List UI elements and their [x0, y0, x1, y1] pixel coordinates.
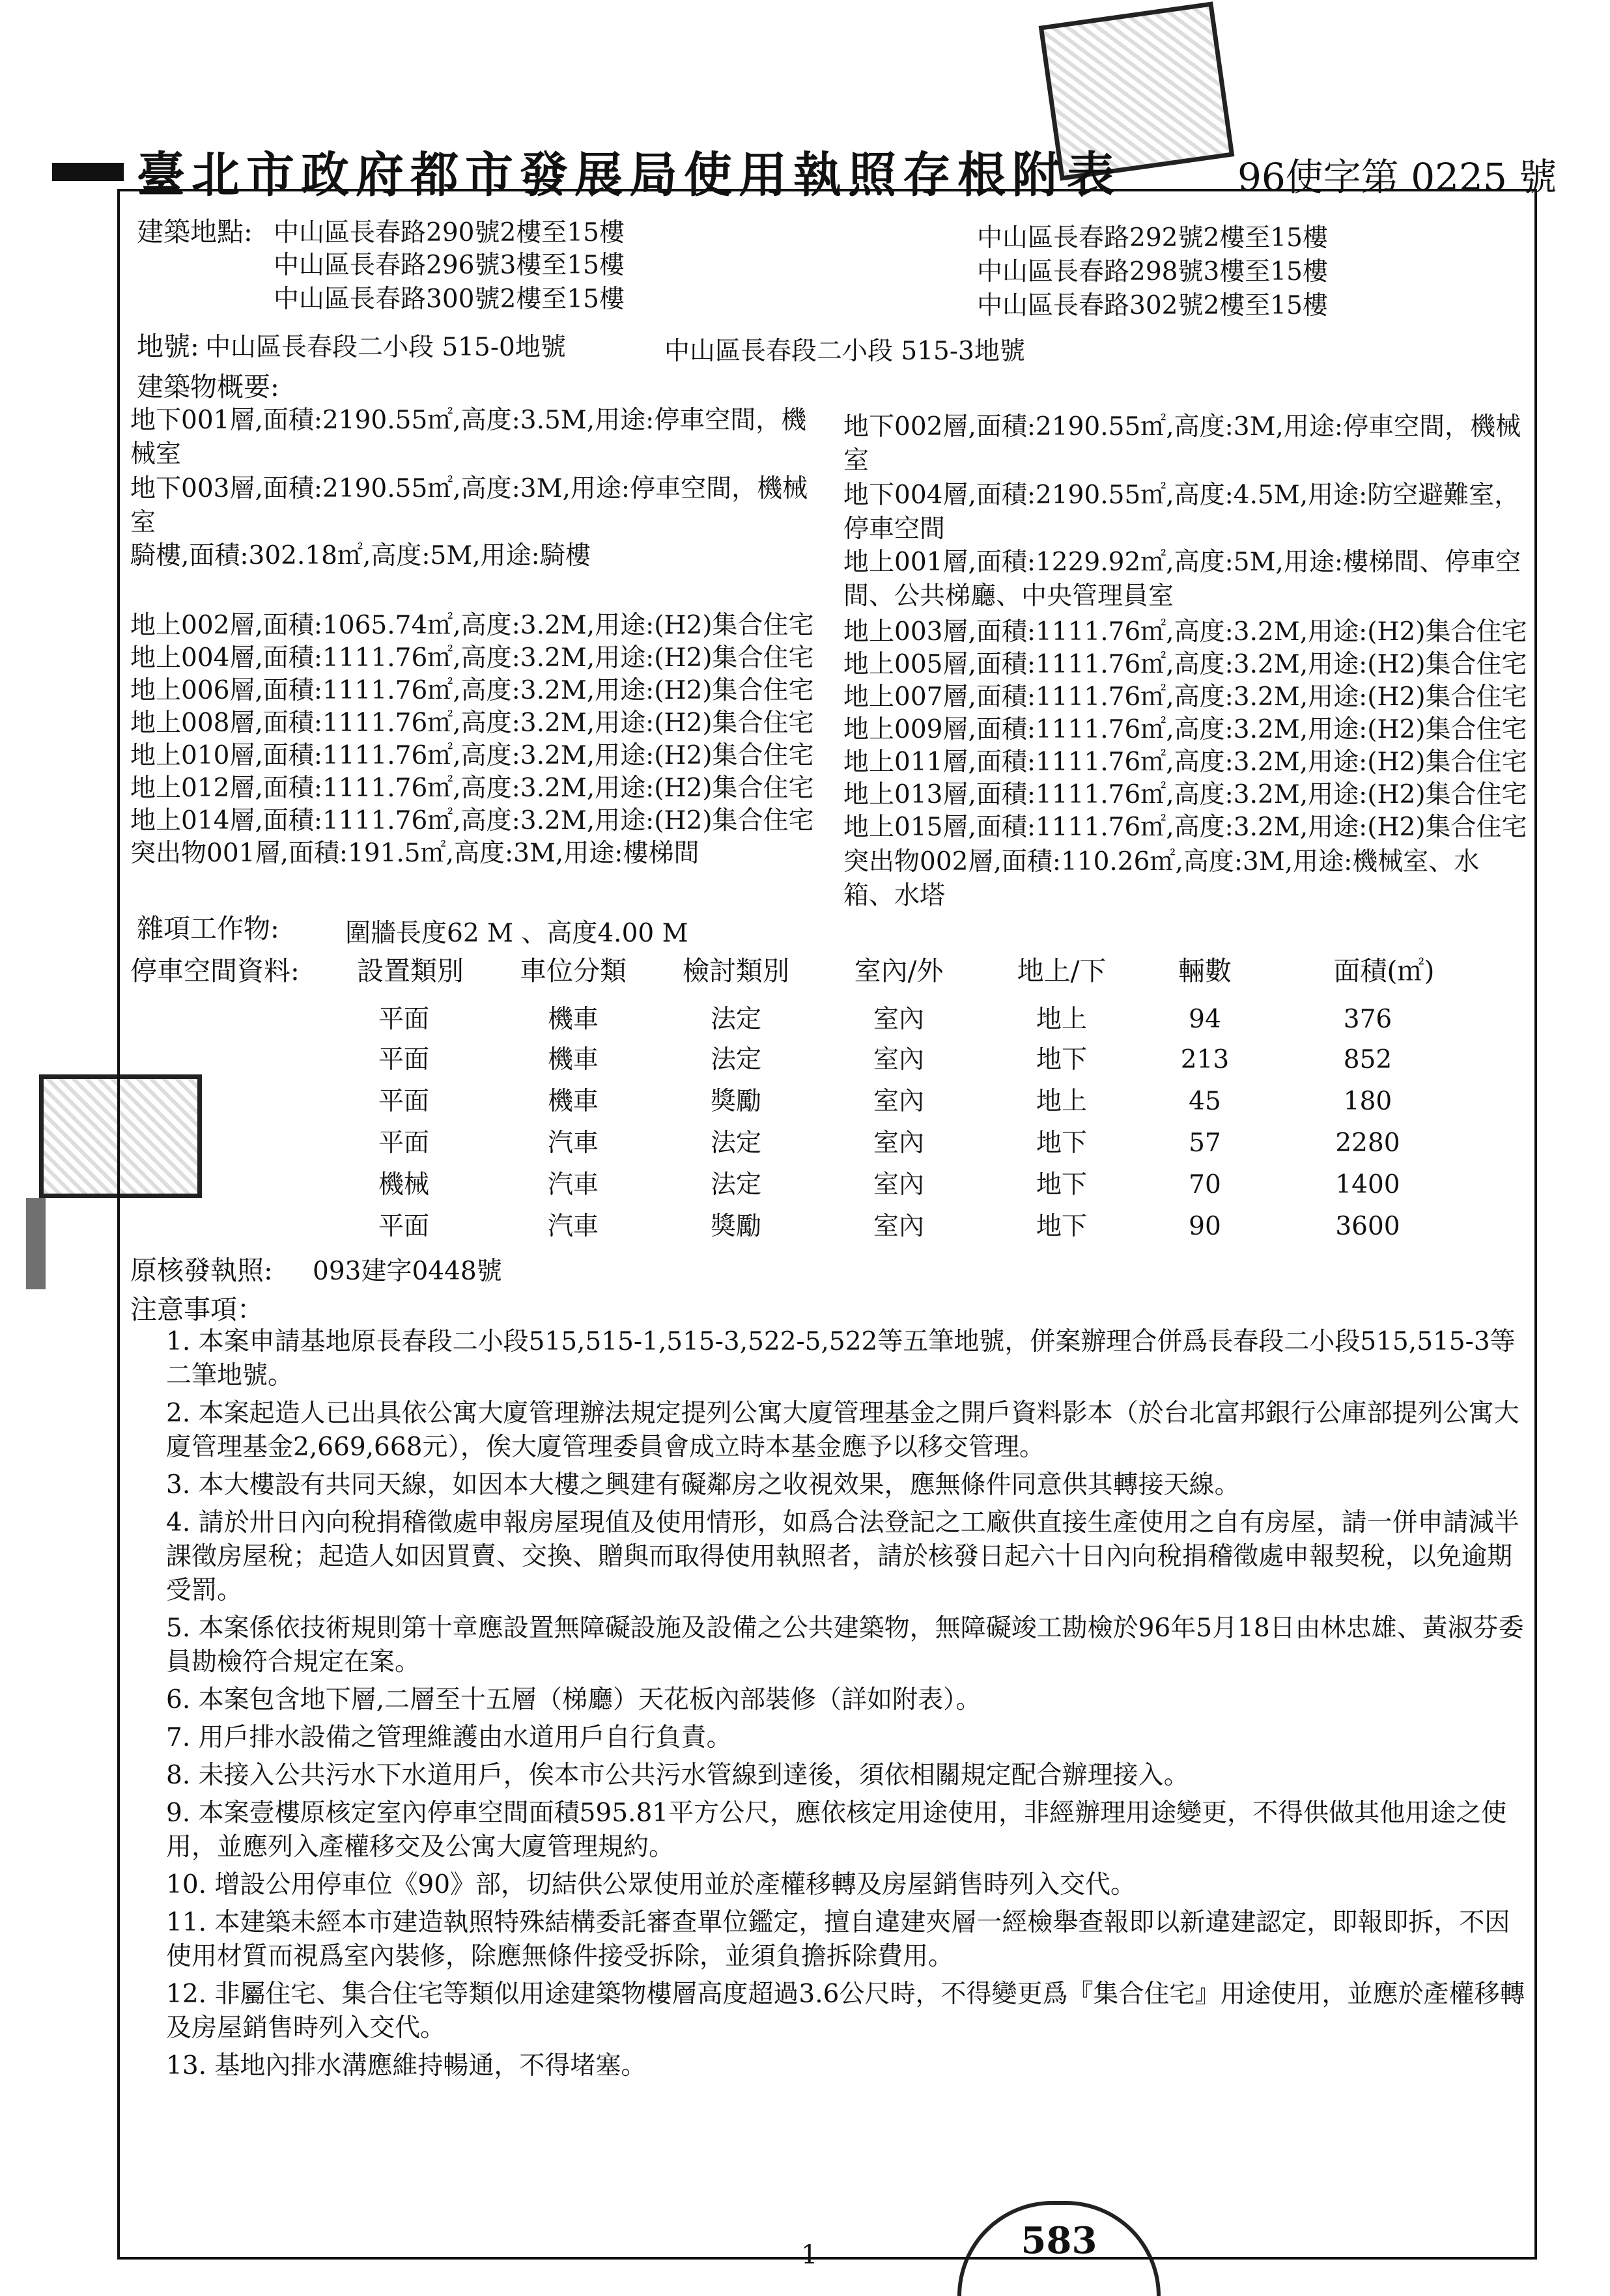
parking-cell: 機車 [547, 1005, 599, 1034]
document-title: 臺北市政府都市發展局使用執照存根附表 [137, 147, 1122, 203]
location-line: 中山區長春路296號3樓至15樓 [274, 251, 625, 280]
notes-label: 注意事項： [130, 1294, 264, 1325]
floor-entry-left: 地上004層,面積:1111.76㎡,高度:3.2M,用途:(H2)集合住宅 [130, 643, 814, 673]
parking-table-row [0, 1210, 1610, 1250]
parking-cell: 平面 [378, 1005, 429, 1034]
parking-cell: 45 [1189, 1087, 1221, 1116]
location-line: 中山區長春路290號2樓至15樓 [274, 218, 625, 247]
parking-cell: 室內 [873, 1045, 924, 1074]
parking-cell: 室內 [873, 1170, 924, 1199]
floor-entry-right: 地下004層,面積:2190.55㎡,高度:4.5M,用途:防空避難室，停車空間 [843, 481, 1520, 544]
original-permit-label: 原核發執照: [130, 1255, 273, 1286]
parking-header-cell: 檢討類別 [683, 955, 789, 987]
parking-cell: 平面 [378, 1212, 429, 1241]
note-item: 3. 本大樓設有共同天線，如因本大樓之興建有礙鄰房之收視效果，應無條件同意供其轉接天線。 [166, 1470, 1240, 1500]
note-item: 10. 增設公用停車位《90》部，切結供公眾使用並於產權移轉及房屋銷售時列入交代。 [166, 1870, 1137, 1899]
parking-cell: 180 [1343, 1087, 1392, 1116]
note-item: 13. 基地內排水溝應維持暢通，不得堵塞。 [166, 2051, 647, 2080]
note-item: 6. 本案包含地下層,二層至十五層（梯廳）天花板內部裝修（詳如附表）。 [166, 1685, 982, 1715]
parking-header-cell: 面積(㎡) [1333, 955, 1435, 987]
floor-entry-left: 地上002層,面積:1065.74㎡,高度:3.2M,用途:(H2)集合住宅 [130, 611, 814, 640]
floor-entry-left: 地下003層,面積:2190.55㎡,高度:3M,用途:停車空間，機械室 [130, 474, 808, 537]
parking-cell: 地下 [1036, 1045, 1087, 1074]
parking-header-cell: 輛數 [1178, 955, 1232, 987]
floor-entry-left: 地上010層,面積:1111.76㎡,高度:3.2M,用途:(H2)集合住宅 [130, 741, 814, 770]
note-item: 11. 本建築未經本市建造執照特殊結構委託審查單位鑑定，擅自違建夾層一經檢舉查報即以新違建認定，即報即拆，不因使用材質而視爲室內裝修，除應無條件接受拆除，並須負擔拆除費用。 [166, 1908, 1510, 1971]
note-item: 7. 用戶排水設備之管理維護由水道用戶自行負責。 [166, 1723, 732, 1752]
parking-cell: 地上 [1036, 1005, 1087, 1034]
floor-entry-right: 地上001層,面積:1229.92㎡,高度:5M,用途:樓梯間、停車空間、公共梯廳、中央管理員室 [843, 548, 1521, 611]
parking-cell: 地下 [1036, 1170, 1087, 1199]
floor-entry-left: 騎樓,面積:302.18㎡,高度:5M,用途:騎樓 [130, 541, 591, 570]
parking-cell: 室內 [873, 1212, 924, 1241]
parking-cell: 376 [1343, 1005, 1392, 1034]
scan-mark-top-left [52, 163, 124, 181]
parking-table-row [0, 1127, 1610, 1167]
parking-cell: 地上 [1036, 1087, 1087, 1116]
parking-header-cell: 設置類別 [357, 955, 464, 987]
lot-label: 地號: [137, 331, 199, 362]
parking-cell: 機車 [547, 1045, 599, 1074]
parking-cell: 852 [1343, 1045, 1392, 1074]
floor-entry-left: 地上006層,面積:1111.76㎡,高度:3.2M,用途:(H2)集合住宅 [130, 676, 814, 705]
note-item: 9. 本案壹樓原核定室內停車空間面積595.81平方公尺，應依核定用途使用，非經辦理用途變更，不得供做其他用途之使用，並應列入產權移交及公寓大廈管理規約。 [166, 1799, 1507, 1862]
floor-entry-right: 地下002層,面積:2190.55㎡,高度:3M,用途:停車空間，機械室 [843, 412, 1521, 475]
floor-entry-left: 地上014層,面積:1111.76㎡,高度:3.2M,用途:(H2)集合住宅 [130, 806, 814, 835]
misc-label: 雜項工作物: [137, 913, 279, 944]
parking-cell: 213 [1180, 1045, 1230, 1074]
parking-cell: 室內 [873, 1128, 924, 1158]
parking-table-row [0, 1168, 1610, 1209]
parking-cell: 70 [1189, 1170, 1221, 1199]
note-item: 4. 請於卅日內向稅捐稽徵處申報房屋現值及使用情形，如爲合法登記之工廠供直接生產使用之自有房屋，請一併申請減半課徵房屋稅；起造人如因買賣、交換、贈與而取得使用執照者，請於核發日起六十日內向稅捐稽徵處申報契稅，以免逾期受罰。 [166, 1508, 1519, 1605]
parking-cell: 1400 [1335, 1170, 1400, 1199]
parking-cell: 57 [1189, 1128, 1221, 1158]
floor-entry-right: 地上009層,面積:1111.76㎡,高度:3.2M,用途:(H2)集合住宅 [843, 715, 1527, 744]
seal-round-bottom: 583 [957, 2201, 1161, 2296]
parking-cell: 地下 [1036, 1128, 1087, 1158]
notes-list [166, 1325, 1527, 2083]
note-item: 2. 本案起造人已出具依公寓大廈管理辦法規定提列公寓大廈管理基金之開戶資料影本（於台北富邦銀行公庫部提列公寓大廈管理基金2,669,668元），俟大廈管理委員會成立時本基金應予以移交管理。 [166, 1399, 1519, 1462]
parking-table-row [0, 1043, 1610, 1084]
lot-number-2: 中山區長春段二小段 515-3地號 [664, 337, 1025, 366]
floor-entry-left: 地上012層,面積:1111.76㎡,高度:3.2M,用途:(H2)集合住宅 [130, 774, 814, 803]
parking-cell: 室內 [873, 1005, 924, 1034]
note-item: 5. 本案係依技術規則第十章應設置無障礙設施及設備之公共建築物，無障礙竣工勘檢於96年5月18日由林忠雄、黃淑芬委員勘檢符合規定在案。 [166, 1614, 1524, 1677]
misc-value: 圍牆長度62 M 、高度4.00 M [345, 919, 688, 948]
parking-cell: 機車 [547, 1087, 599, 1116]
parking-cell: 3600 [1335, 1212, 1400, 1241]
parking-cell: 平面 [378, 1087, 429, 1116]
parking-cell: 法定 [710, 1045, 761, 1074]
lot-number-1: 中山區長春段二小段 515-0地號 [205, 333, 566, 362]
parking-cell: 機械 [378, 1170, 429, 1199]
parking-cell: 法定 [710, 1170, 761, 1199]
overview-label: 建築物概要: [137, 371, 279, 402]
floor-entry-left: 突出物001層,面積:191.5㎡,高度:3M,用途:樓梯間 [130, 839, 699, 868]
floor-entry-right: 突出物002層,面積:110.26㎡,高度:3M,用途:機械室、水箱、水塔 [843, 847, 1480, 910]
floor-entry-right: 地上015層,面積:1111.76㎡,高度:3.2M,用途:(H2)集合住宅 [843, 813, 1527, 842]
permit-number: 96使字第 0225 號 [1237, 155, 1557, 199]
parking-table-row [0, 1003, 1610, 1043]
floor-entry-left: 地上008層,面積:1111.76㎡,高度:3.2M,用途:(H2)集合住宅 [130, 708, 814, 738]
parking-label: 停車空間資料: [130, 955, 300, 987]
parking-cell: 室內 [873, 1087, 924, 1116]
floor-entry-right: 地上011層,面積:1111.76㎡,高度:3.2M,用途:(H2)集合住宅 [843, 748, 1527, 777]
parking-header-cell: 地上/下 [1017, 955, 1107, 987]
parking-cell: 平面 [378, 1128, 429, 1158]
location-line: 中山區長春路302號2樓至15樓 [977, 291, 1328, 320]
parking-cell: 汽車 [547, 1128, 599, 1158]
parking-cell: 法定 [710, 1005, 761, 1034]
parking-cell: 平面 [378, 1045, 429, 1074]
floor-entry-right: 地上013層,面積:1111.76㎡,高度:3.2M,用途:(H2)集合住宅 [843, 780, 1527, 809]
parking-cell: 94 [1189, 1005, 1221, 1034]
location-line: 中山區長春路292號2樓至15樓 [977, 223, 1328, 253]
location-line: 中山區長春路300號2樓至15樓 [274, 285, 625, 314]
original-permit-value: 093建字0448號 [313, 1257, 502, 1286]
parking-cell: 獎勵 [710, 1087, 761, 1116]
parking-cell: 地下 [1036, 1212, 1087, 1241]
parking-cell: 獎勵 [710, 1212, 761, 1241]
floor-entry-right: 地上005層,面積:1111.76㎡,高度:3.2M,用途:(H2)集合住宅 [843, 650, 1527, 679]
floor-entry-right: 地上003層,面積:1111.76㎡,高度:3.2M,用途:(H2)集合住宅 [843, 617, 1527, 647]
parking-table-row [0, 1085, 1610, 1125]
location-left [274, 216, 625, 316]
parking-header-cell: 車位分類 [520, 955, 627, 987]
parking-cell: 法定 [710, 1128, 761, 1158]
location-right [977, 221, 1328, 323]
note-item: 1. 本案申請基地原長春段二小段515,515-1,515-3,522-5,522等五筆地號，併案辦理合併爲長春段二小段515,515-3等二筆地號。 [166, 1327, 1516, 1390]
floor-entry-left: 地下001層,面積:2190.55㎡,高度:3.5M,用途:停車空間，機械室 [130, 406, 807, 469]
parking-cell: 2280 [1335, 1128, 1400, 1158]
parking-cell: 90 [1189, 1212, 1221, 1241]
parking-cell: 汽車 [547, 1170, 599, 1199]
note-item: 12. 非屬住宅、集合住宅等類似用途建築物樓層高度超過3.6公尺時，不得變更爲『集合住宅』用途使用，並應於產權移轉及房屋銷售時列入交代。 [166, 1980, 1525, 2043]
parking-header-cell: 室內/外 [854, 955, 944, 987]
location-line: 中山區長春路298號3樓至15樓 [977, 257, 1328, 287]
location-label: 建築地點: [137, 216, 253, 247]
parking-cell: 汽車 [547, 1212, 599, 1241]
page-number: 1 [801, 2240, 818, 2270]
note-item: 8. 未接入公共污水下水道用戶，俟本市公共污水管線到達後，須依相關規定配合辦理接入。 [166, 1761, 1189, 1790]
floor-entry-right: 地上007層,面積:1111.76㎡,高度:3.2M,用途:(H2)集合住宅 [843, 682, 1527, 712]
